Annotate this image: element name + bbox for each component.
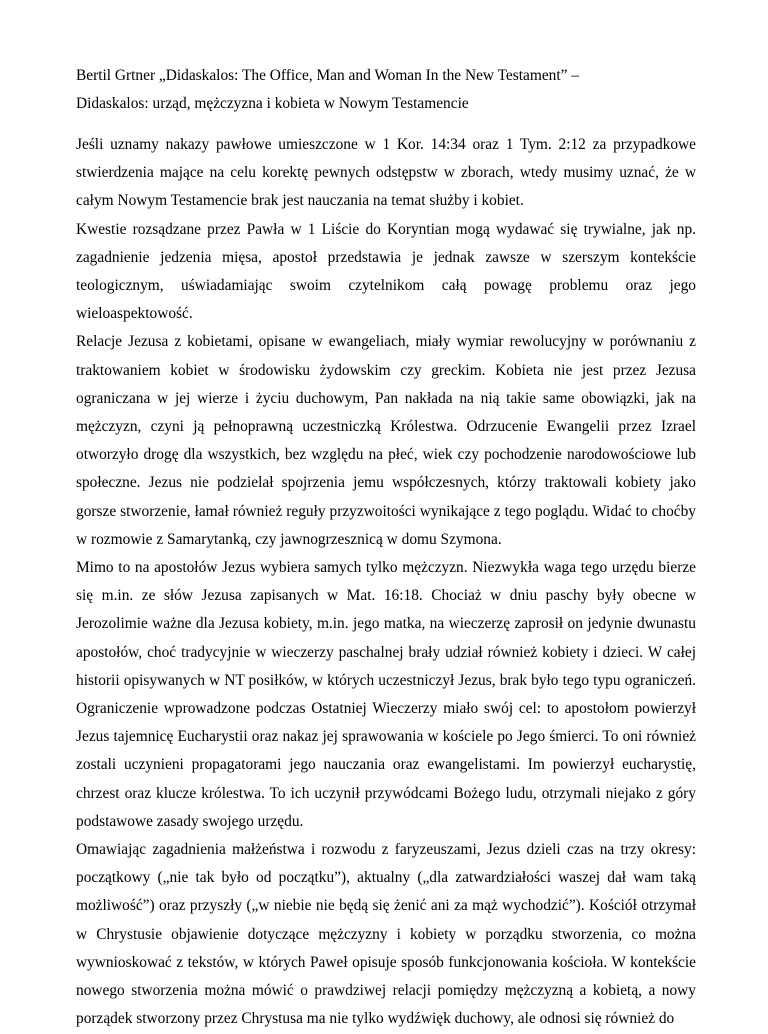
paragraph-2: Kwestie rozsądzane przez Pawła w 1 Liście do Koryntian mogą wydawać się trywialne, jak np. zagadnienie jedzenia mięsa, apostoł przedstawia je jednak zawsze w szerszym kontekście teologicznym, uświadamiając swoim czytelnikom całą powagę problemu oraz jego wieloaspektowość.: [76, 220, 696, 323]
paragraph-5: Omawiając zagadnienia małżeństwa i rozwodu z faryzeuszami, Jezus dzieli czas na trzy okresy: początkowy („nie tak było od początku”), aktualny („dla zatwardziałości waszej dał wam taką możliwość”) oraz przyszły („w niebie nie będą się żenić ani za mąż wychodzić”). Kościół otrzymał w Chrystusie objawienie dotyczące mężczyzny i kobiety w porządku stworzenia, co można wywnioskować z tekstów, w których Paweł opisuje sposób funkcjonowania kościoła. W kontekście nowego stworzenia można mówić o prawdziwej relacji pomiędzy mężczyzną a kobietą, a nowy porządek stworzony przez Chrystusa ma nie tylko wydźwięk duchowy, ale odnosi się również do: [76, 841, 696, 1028]
paragraph-1: Jeśli uznamy nakazy pawłowe umieszczone w 1 Kor. 14:34 oraz 1 Tym. 2:12 za przypadkowe stwierdzenia mające na celu korektę pewnych odstępstw w zborach, wtedy musimy uznać, że w całym Nowym Testamencie brak jest nauczania na temat służby i kobiet.: [76, 136, 696, 210]
header-title-line: Bertil Grtner „Didaskalos: The Office, Man and Woman In the New Testament” –: [76, 67, 580, 84]
paragraph-3: Relacje Jezusa z kobietami, opisane w ewangeliach, miały wymiar rewolucyjny w porównaniu z traktowaniem kobiet w środowisku żydowskim czy greckim. Kobieta nie jest przez Jezusa ograniczana w jej wierze i życiu duchowym, Pan nakłada na nią takie same obowiązki, jak na mężczyzn, czyni ją pełnoprawną uczestniczką Królestwa. Odrzucenie Ewangelii przez Izrael otworzyło drogę dla wszystkich, bez względu na płeć, wiek czy pochodzenie narodowościowe lub społeczne. Jezus nie podzielał spojrzenia jemu współczesnych, którzy traktowali kobiety jako gorsze stworzenie, łamał również reguły przyzwoitości wynikające z tego poglądu. Widać to choćby w rozmowie z Samarytanką, czy jawnogrzesznicą w domu Szymona.: [76, 333, 696, 548]
paragraph-4: Mimo to na apostołów Jezus wybiera samych tylko mężczyzn. Niezwykła waga tego urzędu bierze się m.in. ze słów Jezusa zapisanych w Mat. 16:18. Chociaż w dniu paschy były obecne w Jerozolimie ważne dla Jezusa kobiety, m.in. jego matka, na wieczerzę zaprosił on jedynie dwunastu apostołów, choć tradycyjnie w wieczerzy paschalnej brały udział również kobiety i dzieci. W całej historii opisywanych w NT posiłków, w których uczestniczył Jezus, brak było tego typu ograniczeń. Ograniczenie wprowadzone podczas Ostatniej Wieczerzy miało swój cel: to apostołom powierzył Jezus tajemnicę Eucharystii oraz nakaz jej sprawowania w kościele po Jego śmierci. To oni również zostali uczynieni propagatorami jego nauczania oraz ewangelistami. Im powierzył eucharystię, chrzest oraz klucze królestwa. To ich uczynił przywódcami Bożego ludu, otrzymali niejako z góry podstawowe zasady swojego urzędu.: [76, 559, 696, 830]
header-subtitle-line: Didaskalos: urząd, mężczyzna i kobieta w Nowym Testamencie: [76, 95, 469, 112]
document-body: [76, 131, 696, 1034]
document-header: [76, 62, 696, 118]
